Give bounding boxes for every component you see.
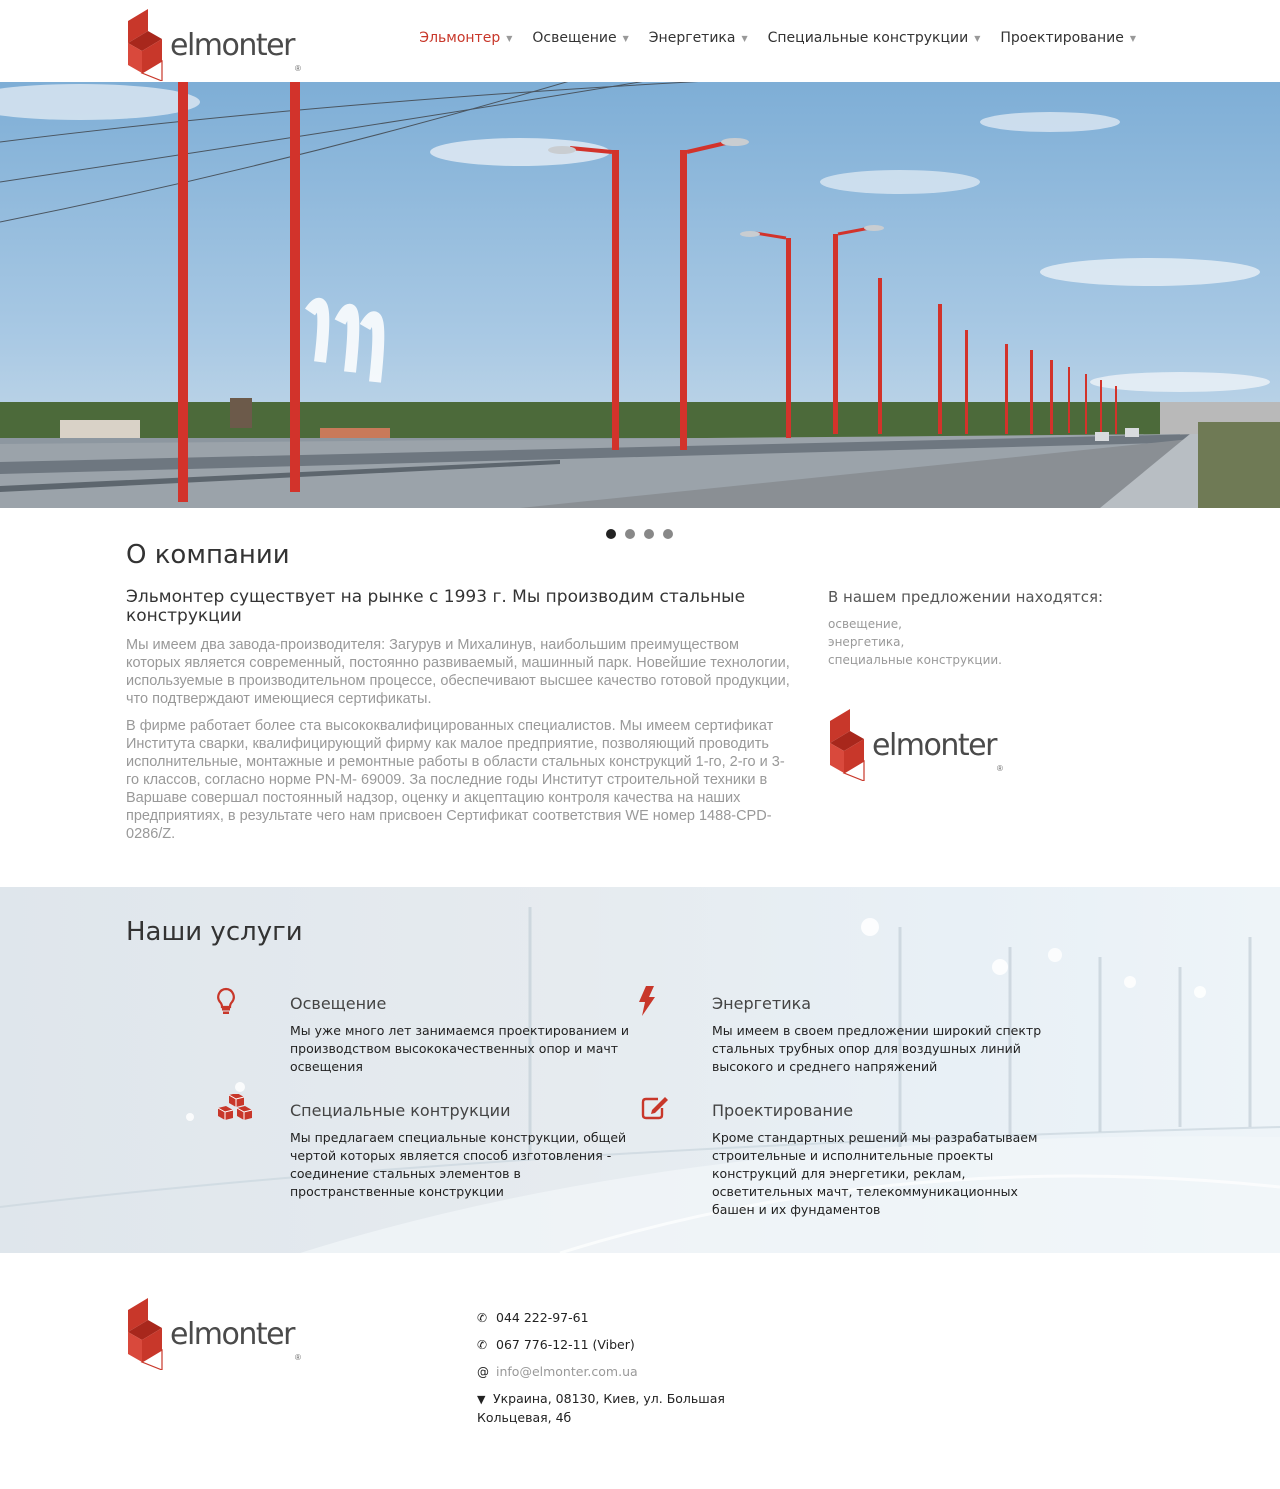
logo-wordmark: elmonter [170,1316,294,1352]
contact-phone-2 [477,1336,757,1354]
service-text: Кроме стандартных решений мы разрабатываем строительные и исполнительные проекты конструкций для энергетики, реклам, осветительных мачт, телекоммуникационных башен и их фундаментов [712,1130,1038,1217]
email-link[interactable]: info@elmonter.com.ua [496,1364,638,1379]
offer-list [828,615,1148,669]
nav-item-label: Эльмонтер [419,30,501,46]
logo-registered-mark: ® [294,64,301,73]
phone-icon: ✆ [477,1338,488,1352]
services-title: Наши услуги [126,917,303,947]
contact-address [477,1390,757,1427]
caret-down-icon: ▼ [622,33,629,43]
nav-item-elmonter[interactable] [419,30,512,46]
logo-wordmark: elmonter [170,27,294,63]
service-lighting[interactable] [290,994,630,1076]
service-title: Освещение [290,994,387,1013]
caret-down-icon: ▼ [974,33,981,43]
nav-item-design[interactable] [1000,30,1136,46]
about-logo [828,709,1148,781]
elmonter-logo-mark-icon [126,1298,164,1370]
address-text [477,1390,757,1427]
offer-title: В нашем предложении находятся: [828,588,1104,606]
about-text [126,588,791,852]
offer-item: освещение, [828,617,902,631]
elmonter-logo-mark-icon [126,9,164,81]
address-value: Украина, 08130, Киев, ул. Большая Кольцевая, 4б [477,1391,725,1425]
about-title: О компании [126,540,290,570]
service-text: Мы предлагаем специальные конструкции, общей чертой которых является способ изготовления - соединение стальных элементов в пространственные конструкции [290,1130,627,1199]
slider-dot-3[interactable] [644,529,654,539]
logo-registered-mark: ® [996,764,1003,773]
nav-item-label: Проектирование [1000,30,1124,46]
slider-dot-1[interactable] [606,529,616,539]
slider-dot-4[interactable] [663,529,673,539]
caret-down-icon: ▼ [506,33,513,43]
hero-slider[interactable] [0,82,1280,508]
about-paragraph-2: В фирме работает более ста высококвалифицированных специалистов. Мы имеем сертификат Института сварки, квалифицирующий фирму как малое предприятие, позволяющий проводить исполнительные, монтажные и ремонтные работы в области стальных конструкций 1-го, 2-го и 3-го классов, согласно норме PN-M- 69009. За последние годы Институт строительной техники в Варшаве совершал постоянный надзор, оценку и акцептацию контроля качества на наших предприятиях, в результате чего нам присвоен Сертификат соответствия WE номер 1488-CPD-0286/Z. [126,718,785,842]
edit-icon [640,1093,670,1121]
map-marker-icon: ▼ [477,1393,486,1406]
main-nav [399,30,1136,46]
at-sign-icon: @ [477,1365,489,1379]
nav-item-lighting[interactable] [532,30,628,46]
logo-registered-mark: ® [294,1353,301,1362]
service-text: Мы уже много лет занимаемся проектированием и производством высококачественных опор и мачт освещения [290,1023,630,1074]
elmonter-logo-mark-icon [828,709,866,781]
offer-box [828,588,1148,781]
service-title: Проектирование [712,1101,854,1120]
about-headline: Эльмонтер существует на рынке с 1993 г. Мы производим стальные конструкции [126,587,746,626]
nav-item-special-constructions[interactable] [768,30,981,46]
services-section [0,887,1280,1253]
nav-item-label: Энергетика [648,30,736,46]
logo-wordmark: elmonter [872,727,996,763]
service-special-constructions[interactable] [290,1101,630,1201]
site-header [0,0,1280,82]
service-title: Специальные контрукции [290,1101,511,1120]
lightbulb-icon [216,987,236,1015]
service-text: Мы имеем в своем предложении широкий спектр стальных трубных опор для воздушных линий высокого и среднего напряжений [712,1023,1042,1074]
slider-dot-2[interactable] [625,529,635,539]
service-energy[interactable] [712,994,1052,1076]
caret-down-icon: ▼ [1129,33,1136,43]
offer-item: специальные конструкции. [828,653,1002,667]
offer-item: энергетика, [828,635,905,649]
hero-image-bridge-lamps [0,82,1280,508]
phone-number: 067 776-12-11 (Viber) [496,1337,635,1352]
header-logo[interactable] [126,9,301,81]
phone-number: 044 222-97-61 [496,1310,589,1325]
service-design[interactable] [712,1101,1052,1219]
nav-item-label: Освещение [532,30,617,46]
footer-logo[interactable] [126,1298,301,1370]
cubes-icon [217,1094,255,1124]
nav-item-label: Специальные конструкции [767,30,969,46]
phone-icon: ✆ [477,1311,488,1325]
nav-item-energy[interactable] [649,30,748,46]
contact-phone-1 [477,1309,757,1327]
service-title: Энергетика [712,994,812,1013]
contact-email [477,1363,757,1381]
about-paragraph-1: Мы имеем два завода-производителя: Загурув и Михалинув, наибольшим преимуществом которых является современный, постоянно развиваемый, машинный парк. Новейшие технологии, используемые в производительном процессе, обеспечивают высшее качество готовой продукции, что подтверждают имеющиеся сертификаты. [126,637,790,707]
slider-pagination [606,529,682,539]
bolt-icon [638,986,656,1016]
footer-contacts [477,1309,757,1436]
caret-down-icon: ▼ [741,33,748,43]
